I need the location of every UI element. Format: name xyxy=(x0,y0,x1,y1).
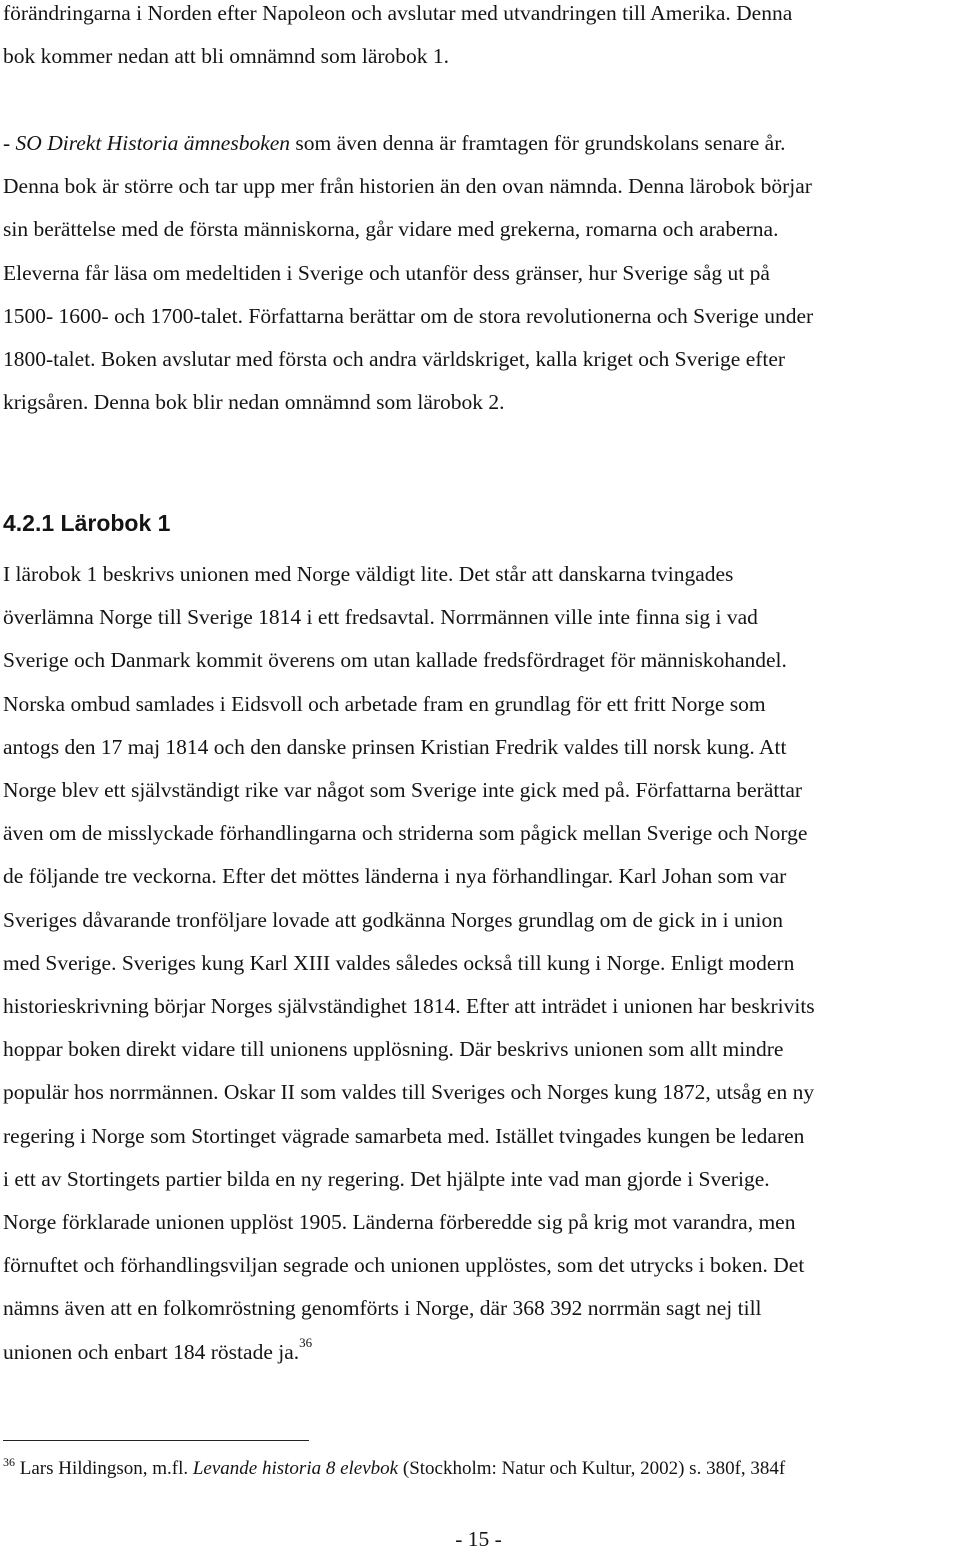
section-paragraph xyxy=(3,553,815,1376)
book2-paragraph xyxy=(3,122,813,424)
footnote xyxy=(3,1454,785,1485)
intro-paragraph xyxy=(3,0,792,78)
text-line: Sverige och Danmark kommit överens om utan kallade fredsfördraget för människohandel. xyxy=(3,648,787,673)
text-line: förändringarna i Norden efter Napoleon och avslutar med utvandringen till Amerika. Denna xyxy=(3,1,793,25)
text-line: I lärobok 1 beskrivs unionen med Norge väldigt lite. Det står att danskarna tvingades xyxy=(3,562,734,586)
footnote-citation: (Stockholm: Natur och Kultur, 2002) s. 380f, 384f xyxy=(398,1458,786,1479)
footnote-divider xyxy=(3,1440,309,1441)
text-line: nämns även att en folkomröstning genomförts i Norge, där 368 392 norrmän sagt nej till xyxy=(3,1296,762,1321)
footnote-reference[interactable]: 36 xyxy=(299,1334,313,1350)
list-dash: - xyxy=(3,131,16,155)
text-line: krigsåren. Denna bok blir nedan omnämnd som lärobok 2. xyxy=(3,390,505,415)
text-line: överlämna Norge till Sverige 1814 i ett fredsavtal. Norrmännen ville inte finna sig i vad xyxy=(3,605,758,630)
text-line: 1800-talet. Boken avslutar med första och andra världskriget, kalla kriget och Sverige efter xyxy=(3,347,786,372)
text-line: i ett av Stortingets partier bilda en ny regering. Det hjälpte inte vad man gjorde i Sverige. xyxy=(3,1166,770,1191)
text-line: sin berättelse med de första människorna, går vidare med grekerna, romarna och araberna. xyxy=(3,217,779,242)
text-line: Sveriges dåvarande tronföljare lovade att godkänna Norges grundlag om de gick in i union xyxy=(3,907,783,932)
text-fragment: som även denna är framtagen för grundskolans senare år. xyxy=(290,131,786,155)
text-line xyxy=(3,1331,815,1376)
text-line: populär hos norrmännen. Oskar II som valdes till Sveriges och Norges kung 1872, utsåg en ny xyxy=(3,1080,815,1105)
text-line: förnuftet och förhandlingsviljan segrade och unionen upplöstes, som det utrycks i boken. Det xyxy=(3,1253,805,1278)
text-line: hoppar boken direkt vidare till unionens upplösning. Där beskrivs unionen som allt mindre xyxy=(3,1037,784,1062)
text-fragment: unionen och enbart 184 röstade ja. xyxy=(3,1339,300,1364)
text-line: Norge förklarade unionen upplöst 1905. Länderna förberedde sig på krig mot varandra, men xyxy=(3,1210,796,1235)
text-line: Eleverna får läsa om medeltiden i Sverige och utanför dess gränser, hur Sverige såg ut på xyxy=(3,260,770,285)
text-line: historieskrivning börjar Norges självständighet 1814. Efter att inträdet i unionen har beskrivits xyxy=(3,994,815,1019)
text-line: även om de misslyckade förhandlingarna och striderna som pågick mellan Sverige och Norge xyxy=(3,821,808,846)
text-line: med Sverige. Sveriges kung Karl XIII valdes således också till kung i Norge. Enligt modern xyxy=(3,950,795,975)
text-line: Denna bok är större och tar upp mer från historien än den ovan nämnda. Denna lärobok börjar xyxy=(3,174,812,199)
text-line: de följande tre veckorna. Efter det möttes länderna i nya förhandlingar. Karl Johan som var xyxy=(3,864,787,889)
footnote-author: Lars Hildingson, m.fl. xyxy=(15,1458,193,1479)
text-line: 1500- 1600- och 1700-talet. Författarna berättar om de stora revolutionerna och Sverige under xyxy=(3,303,814,328)
footnote-number: 36 xyxy=(3,1455,15,1469)
text-line: regering i Norge som Stortinget vägrade samarbeta med. Istället tvingades kungen be ledaren xyxy=(3,1123,805,1148)
page-number: - 15 - xyxy=(455,1527,502,1551)
text-line: Norge blev ett självständigt rike var något som Sverige inte gick med på. Författarna berättar xyxy=(3,778,803,803)
section-heading: 4.2.1 Lärobok 1 xyxy=(3,510,171,536)
footnote-book-title: Levande historia 8 elevbok xyxy=(192,1458,399,1479)
text-line xyxy=(3,122,813,165)
text-line: bok kommer nedan att bli omnämnd som lärobok 1. xyxy=(3,44,450,69)
text-line: antogs den 17 maj 1814 och den danske prinsen Kristian Fredrik valdes till norsk kung. Att xyxy=(3,734,787,759)
book-title: SO Direkt Historia ämnesboken xyxy=(15,131,291,155)
text-line: Norska ombud samlades i Eidsvoll och arbetade fram en grundlag för ett fritt Norge som xyxy=(3,691,766,716)
